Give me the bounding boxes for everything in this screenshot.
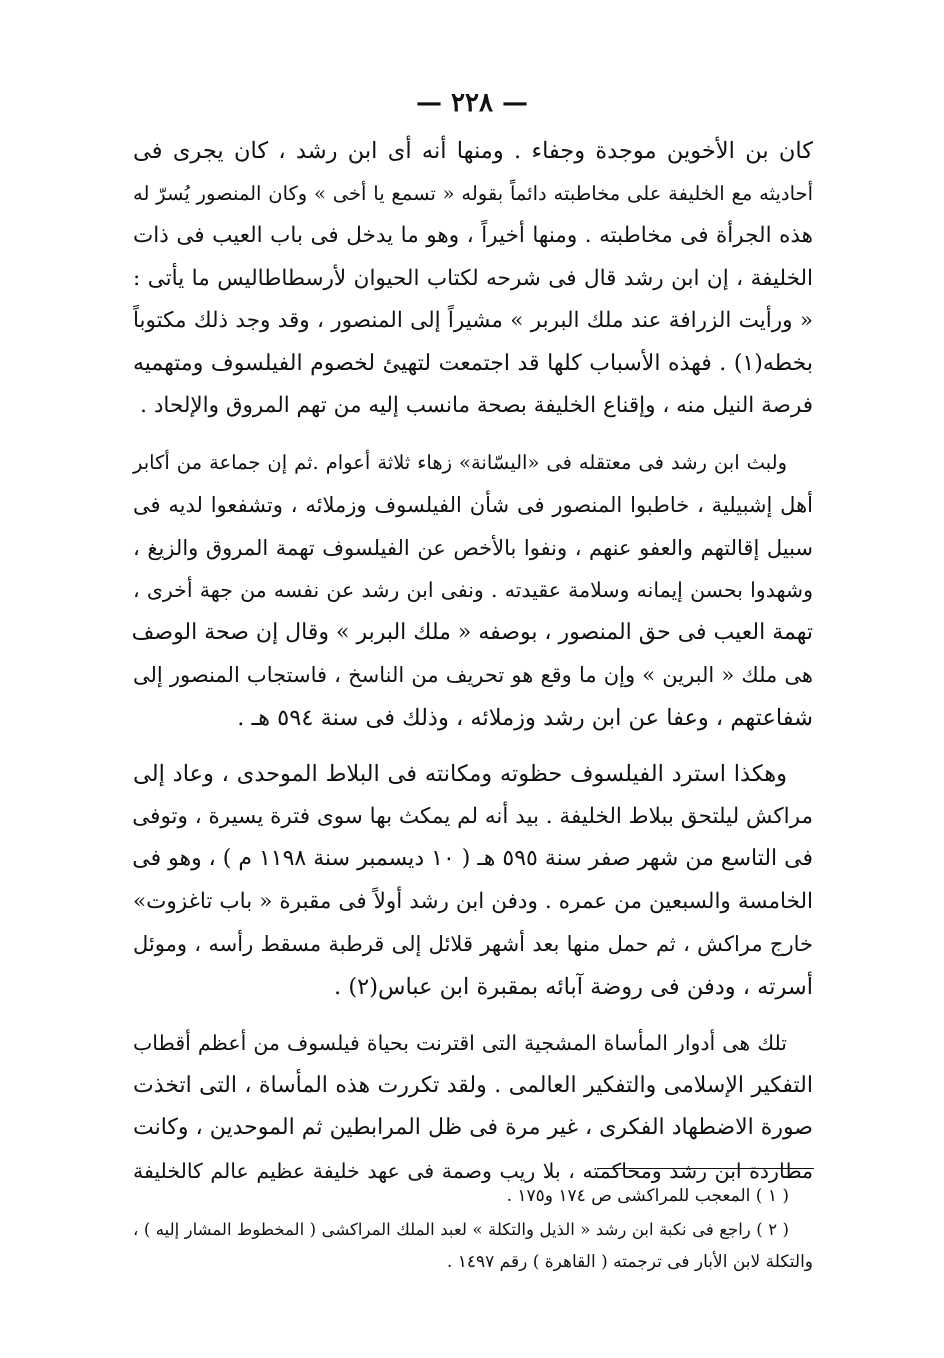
text-line: سبيل إقالتهم والعفو عنهم ، ونفوا بالأخص عن الفيلسوف تهمة المروق والزيغ ، bbox=[133, 535, 813, 560]
text-line: « ورأيت الزرافة عند ملك البربر » مشيراً إلى المنصور ، وقد وجد ذلك مكتوباً bbox=[133, 308, 813, 333]
text-line: تهمة العيب فى حق المنصور ، بوصفه « ملك البربر » وقال إن صحة الوصف bbox=[131, 619, 813, 645]
text-line: بخطه(١) . فهذه الأسباب كلها قد اجتمعت لتهيئ لخصوم الفيلسوف ومتهميه bbox=[133, 350, 813, 376]
text-line: مراكش ليلتحق ببلاط الخليفة . بيد أنه لم يمكث بها سوى فترة يسيرة ، وتوفى bbox=[132, 803, 813, 829]
text-line: مطاردة ابن رشد ومحاكمته ، بلا ريب وصمة فى عهد خليفة عظيم عالم كالخليفة bbox=[133, 1158, 813, 1183]
footnote-2-continuation: والتكلة لابن الأبار فى ترجمته ( القاهرة ) رقم ١٤٩٧ . bbox=[446, 1252, 813, 1272]
text-line: تلك هى أدوار المأساة المشجية التى اقترنت بحياة فيلسوف من أعظم أقطاب bbox=[133, 1031, 787, 1055]
footnote-divider bbox=[598, 1168, 814, 1169]
text-line: شفاعتهم ، وعفا عن ابن رشد وزملائه ، وذلك فى سنة ٥٩٤ هـ . bbox=[237, 704, 813, 731]
text-line: خارج مراكش ، ثم حمل منها بعد أشهر قلائل إلى قرطبة مسقط رأسه ، وموئل bbox=[133, 932, 813, 956]
text-line: فى التاسع من شهر صفر سنة ٥٩٥ هـ ( ١٠ ديسمبر سنة ١١٩٨ م ) ، وهو فى bbox=[132, 846, 813, 871]
text-line: أهل إشبيلية ، خاطبوا المنصور فى شأن الفيلسوف وزملائه ، وتشفعوا لديه فى bbox=[133, 493, 813, 517]
text-line: أحاديثه مع الخليفة على مخاطبته دائماً بقوله « تسمع يا أخى » وكان المنصور يُسرّ له bbox=[133, 181, 813, 205]
page-number: — ٢٢٨ — bbox=[415, 88, 529, 118]
paragraph-2 bbox=[133, 442, 813, 740]
text-line: أسرته ، ودفن فى روضة آبائه بمقبرة ابن عباس(٢) . bbox=[334, 973, 813, 1000]
paragraph-4 bbox=[133, 1022, 813, 1192]
text-line: وهكذا استرد الفيلسوف حظوته ومكانته فى البلاط الموحدى ، وعاد إلى bbox=[133, 761, 787, 787]
text-line: وشهدوا بحسن إيمانه وسلامة عقيدته . ونفى ابن رشد عن نفسه من جهة أخرى ، bbox=[133, 578, 813, 602]
paragraph-3 bbox=[133, 753, 813, 1008]
text-line: هذه الجرأة فى مخاطبته . ومنها أخيراً ، وهو ما يدخل فى باب العيب فى ذات bbox=[133, 223, 813, 248]
footnote-1: ( ١ ) المعجب للمراكشى ص ١٧٤ و١٧٥ . bbox=[506, 1186, 789, 1206]
footnote-2: ( ٢ ) راجع فى نكبة ابن رشد « الذيل والتكلة » لعبد الملك المراكشى ( المخطوط المشار إليه ) ، bbox=[133, 1220, 789, 1239]
text-line: صورة الاضطهاد الفكرى ، غير مرة فى ظل المرابطين ثم الموحدين ، وكانت bbox=[133, 1115, 813, 1140]
footnotes bbox=[133, 1180, 813, 1279]
text-line: الخامسة والسبعين من عمره . ودفن ابن رشد أولاً فى مقبرة « باب تاغزوت» bbox=[133, 888, 813, 914]
text-line: التفكير الإسلامى والتفكير العالمى . ولقد تكررت هذه المأساة ، التى اتخذت bbox=[133, 1072, 813, 1098]
text-line: فرصة النيل منه ، وإقناع الخليفة بصحة مانسب إليه من تهم المروق والإلحاد . bbox=[140, 393, 813, 418]
text-line: كان بن الأخوين موجدة وجفاء . ومنها أنه أى ابن رشد ، كان يجرى فى bbox=[133, 138, 813, 164]
body-text bbox=[133, 130, 813, 1206]
paragraph-1 bbox=[133, 130, 813, 428]
text-line: ولبث ابن رشد فى معتقله فى «اليسّانة» زهاء ثلاثة أعوام .ثم إن جماعة من أكابر bbox=[133, 450, 787, 474]
text-line: هى ملك « البرين » وإن ما وقع هو تحريف من الناسخ ، فاستجاب المنصور إلى bbox=[133, 663, 813, 687]
text-line: الخليفة ، إن ابن رشد قال فى شرحه لكتاب الحيوان لأرسطاطاليس ما يأتى : bbox=[133, 265, 813, 291]
